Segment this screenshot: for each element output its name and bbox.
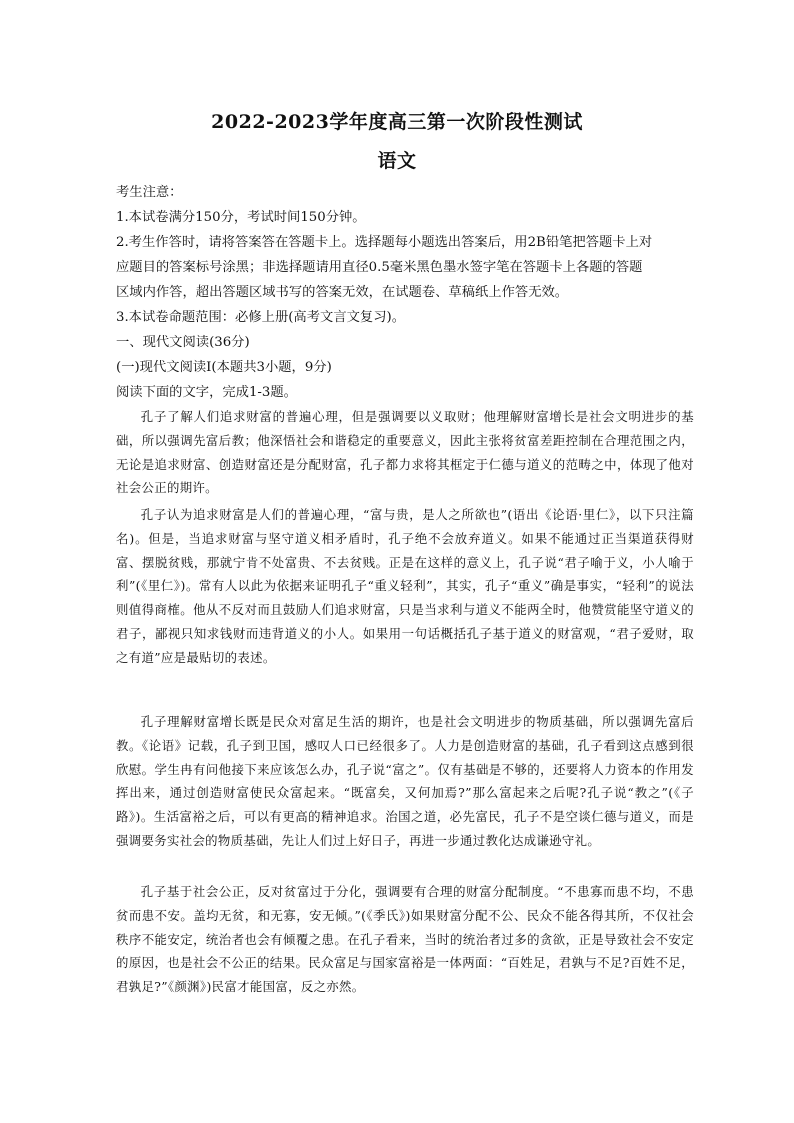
notice-item-2-line-2: 应题目的答案标号涂黑；非选择题请用直径0.5毫米黑色墨水签字笔在答题卡上各题的答题 — [116, 260, 643, 275]
notice-item-2-line-3: 区域内作答，超出答题区域书写的答案无效，在试题卷、草稿纸上作答无效。 — [116, 285, 569, 300]
passage-paragraph-2: 孔子认为追求财富是人们的普遍心理，“富与贵，是人之所欲也”(语出《论语·里仁》，以下只注篇名)。但是，当追求财富与坚守道义相矛盾时，孔子绝不会放弃道义。如果不能通过正当渠道获得财富、摆脱贫贱，那就宁肯不处富贵、不去贫贱。正是在这样的意义上，孔子说“君子喻于义，小人喻于利”(《里仁》)。常有人以此为依据来证明孔子“重义轻利”，其实，孔子“重义”确是事实，“轻利”的说法则值得商榷。他从不反对而且鼓励人们追求财富，只是当求利与道义不能两全时，他赞赏能坚守道义的君子，鄙视只知求钱财而违背道义的小人。如果用一句话概括孔子基于道义的财富观，“君子爱财，取之有道”应是最贴切的表述。 — [116, 507, 694, 665]
reading-instruction: 阅读下面的文字，完成1-3题。 — [116, 385, 297, 400]
passage-paragraph-3: 孔子理解财富增长既是民众对富足生活的期许，也是社会文明进步的物质基础，所以强调先富后教。《论语》记载，孔子到卫国，感叹人口已经很多了。人力是创造财富的基础，孔子看到这点感到很欣慰。学生冉有问他接下来应该怎么办，孔子说“富之”。仅有基础是不够的，还要将人力资本的作用发挥出来，通过创造财富使民众富起来。“既富矣，又何加焉?”那么富起来之后呢?孔子说“教之”(《子路》)。生活富裕之后，可以有更高的精神追求。治国之道，必先富民，孔子不是空谈仁德与道义，而是强调要务实社会的物质基础，先让人们过上好日子，再进一步通过教化达成谦逊守礼。 — [116, 714, 694, 848]
part-heading: 一、现代文阅读(36分) — [116, 335, 250, 350]
exam-title: 2022-2023学年度高三第一次阶段性测试 — [211, 111, 583, 133]
notice-item-3: 3.本试卷命题范围：必修上册(高考文言文复习)。 — [116, 310, 405, 325]
sub-heading: (一)现代文阅读Ⅰ(本题共3小题，9分) — [116, 360, 332, 375]
notice-item-1: 1.本试卷满分150分，考试时间150分钟。 — [116, 210, 366, 225]
notice-item-2-line-1: 2.考生作答时，请将答案答在答题卡上。选择题每小题选出答案后，用2B铅笔把答题卡上对 — [116, 235, 653, 250]
passage-paragraph-1: 孔子了解人们追求财富的普遍心理，但是强调要以义取财；他理解财富增长是社会文明进步的基础，所以强调先富后教；他深悟社会和谐稳定的重要意义，因此主张将贫富差距控制在合理范围之内，无论是追求财富、创造财富还是分配财富，孔子都力求将其框定于仁德与道义的范畴之中，体现了他对社会公正的期许。 — [116, 409, 694, 496]
subject-title: 语文 — [377, 150, 417, 172]
notice-heading: 考生注意： — [116, 185, 183, 200]
passage-paragraph-4: 孔子基于社会公正，反对贫富过于分化，强调要有合理的财富分配制度。“不患寡而患不均，不患贫而患不安。盖均无贫，和无寡，安无倾。”(《季氏》)如果财富分配不公、民众不能各得其所，不仅社会秩序不能安定，统治者也会有倾覆之患。在孔子看来，当时的统治者过多的贪欲，正是导致社会不安定的原因，也是社会不公正的结果。民众富足与国家富裕是一体两面：“百姓足，君孰与不足?百姓不足，君孰足?”《颜渊》)民富才能国富，反之亦然。 — [116, 884, 694, 995]
